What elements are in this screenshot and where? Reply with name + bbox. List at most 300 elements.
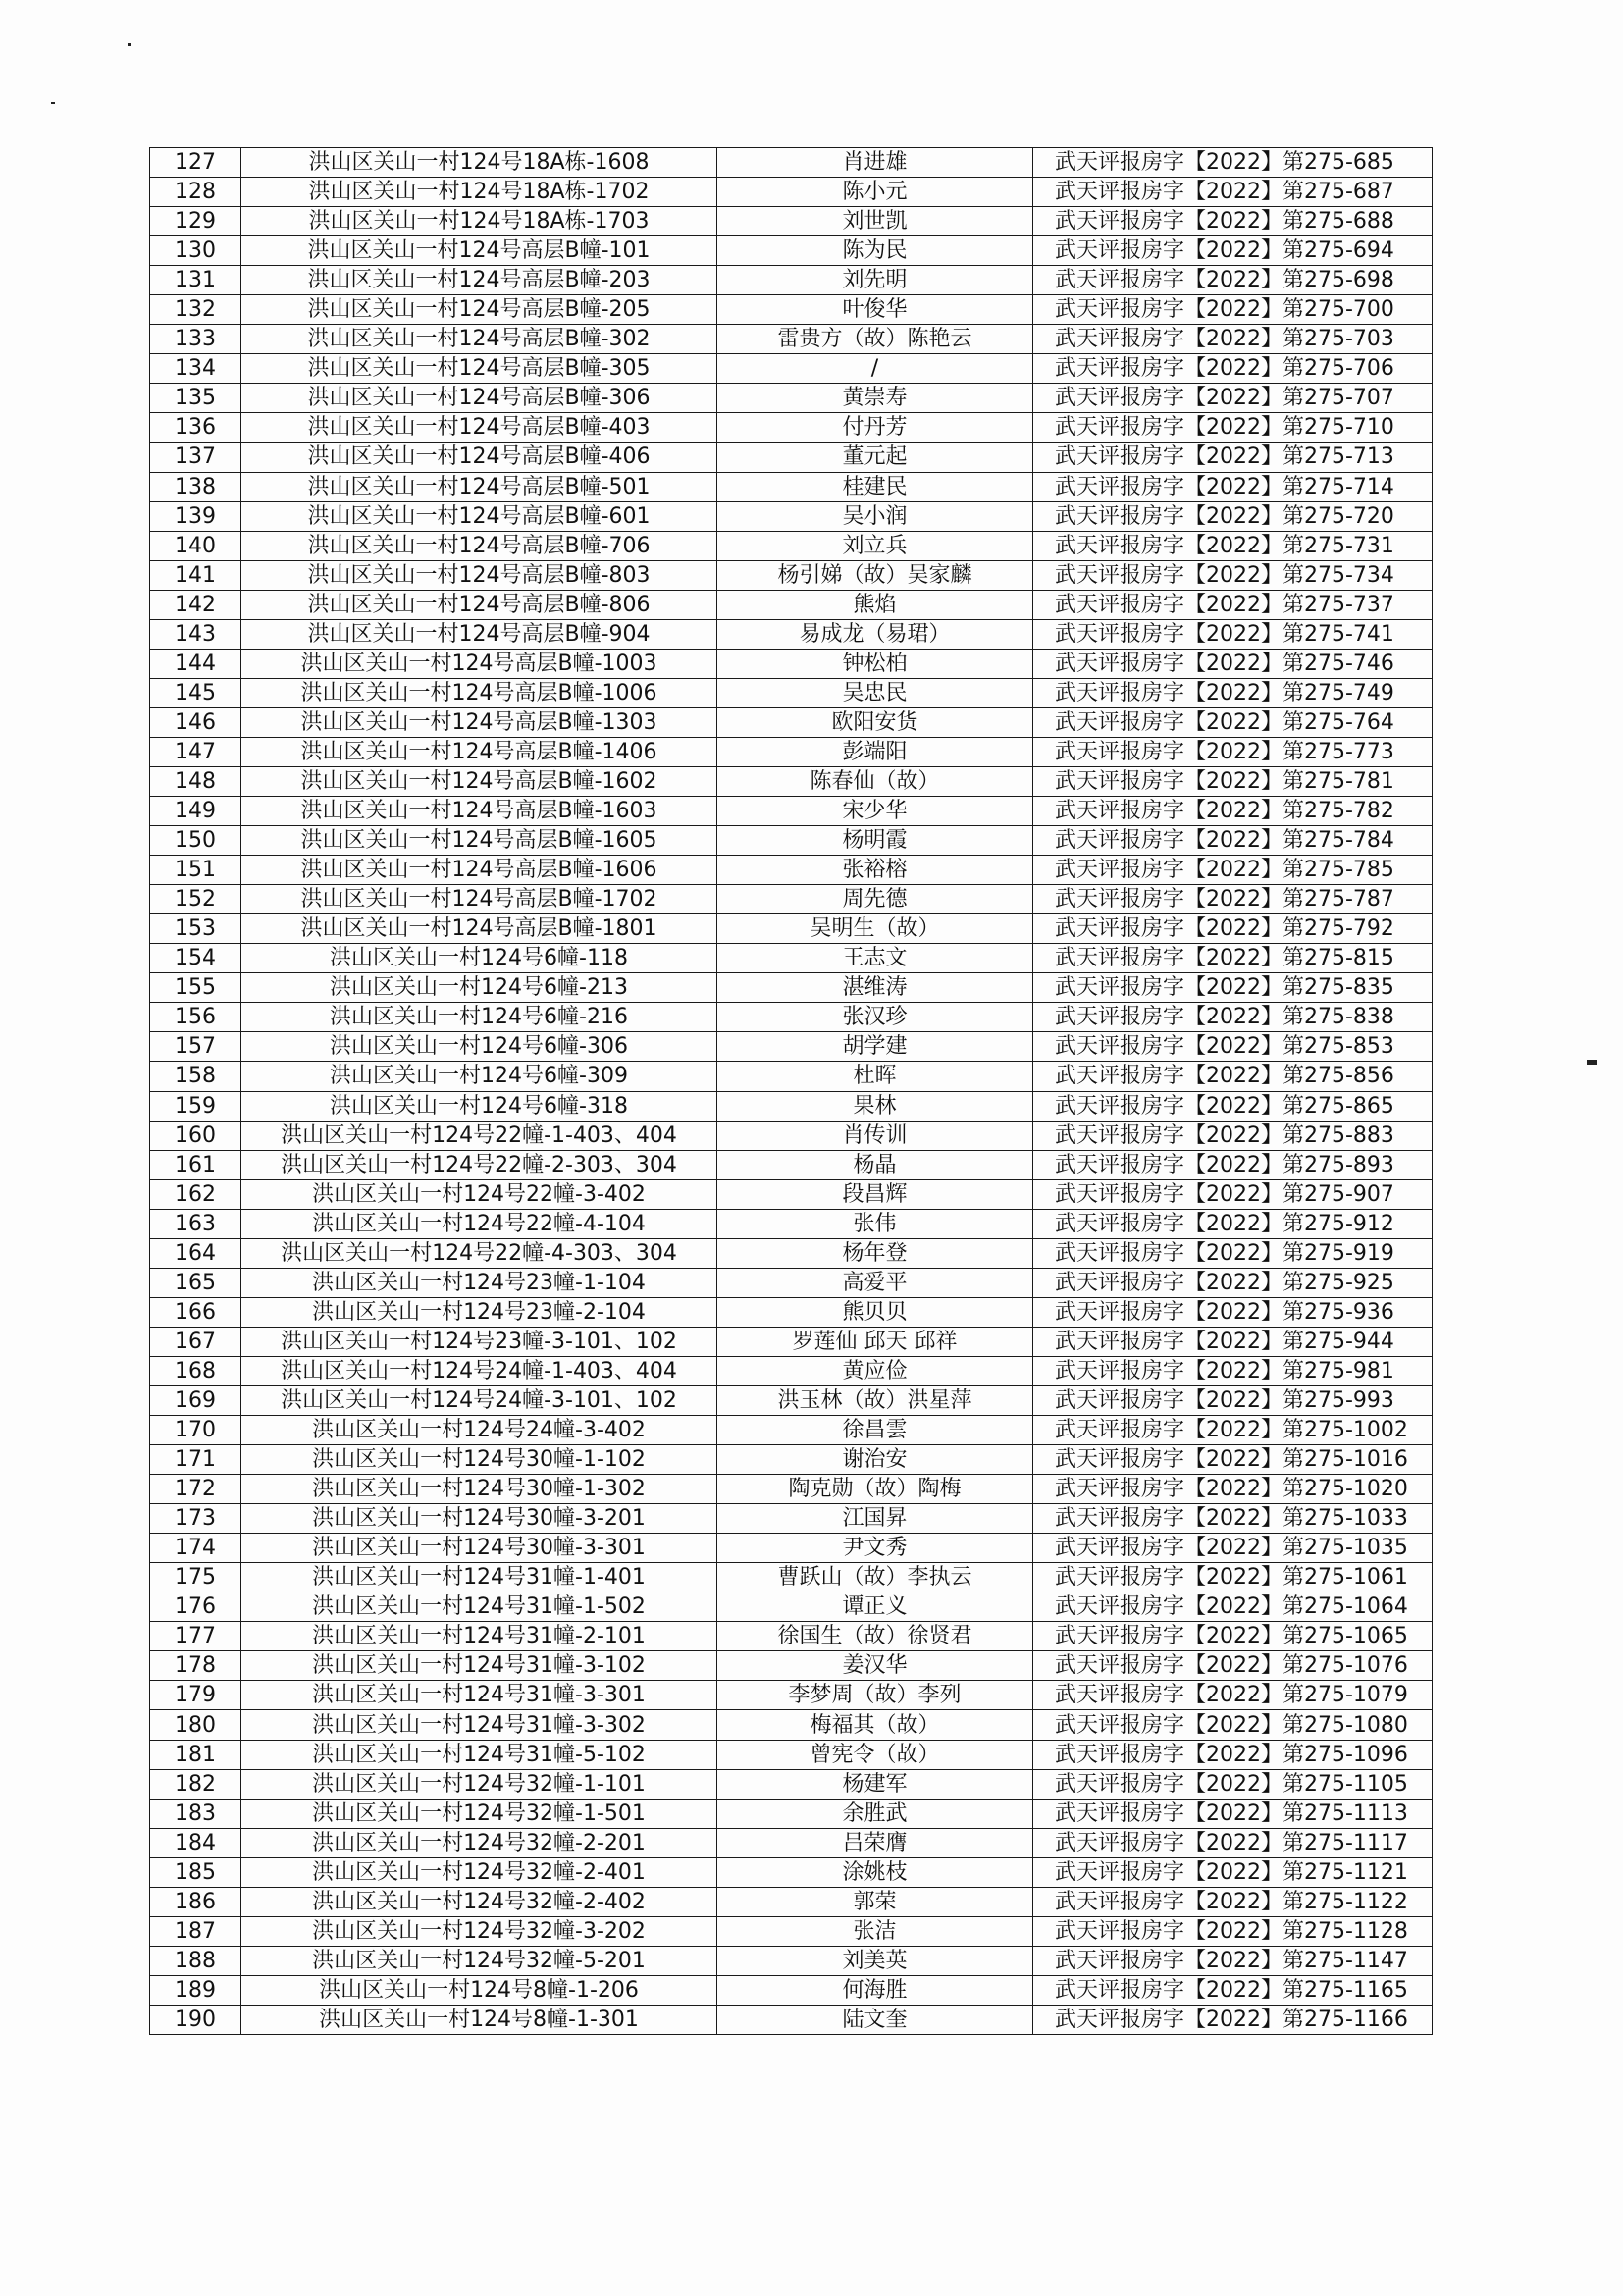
row-number-cell: 166 — [150, 1297, 241, 1327]
address-cell: 洪山区关山一村124号高层B幢-803 — [241, 560, 717, 590]
owner-name-cell: 陈春仙（故） — [717, 766, 1033, 796]
address-cell: 洪山区关山一村124号30幢-1-102 — [241, 1445, 717, 1475]
address-cell: 洪山区关山一村124号24幢-1-403、404 — [241, 1356, 717, 1385]
address-cell: 洪山区关山一村124号高层B幢-706 — [241, 531, 717, 560]
address-cell: 洪山区关山一村124号6幢-216 — [241, 1003, 717, 1032]
owner-name-cell: 宋少华 — [717, 797, 1033, 826]
table-row — [150, 1681, 1433, 1710]
report-number-cell: 武天评报房字【2022】第275-893 — [1033, 1150, 1433, 1179]
report-number-cell: 武天评报房字【2022】第275-734 — [1033, 560, 1433, 590]
row-number-cell: 162 — [150, 1179, 241, 1209]
table-row — [150, 1946, 1433, 1975]
report-number-cell: 武天评报房字【2022】第275-784 — [1033, 826, 1433, 856]
row-number-cell: 181 — [150, 1740, 241, 1769]
table-row — [150, 1297, 1433, 1327]
report-number-cell: 武天评报房字【2022】第275-1121 — [1033, 1857, 1433, 1887]
table-row — [150, 207, 1433, 236]
row-number-cell: 167 — [150, 1327, 241, 1356]
row-number-cell: 152 — [150, 885, 241, 914]
report-number-cell: 武天评报房字【2022】第275-785 — [1033, 856, 1433, 885]
report-number-cell: 武天评报房字【2022】第275-1165 — [1033, 1975, 1433, 2005]
row-number-cell: 189 — [150, 1975, 241, 2005]
report-number-cell: 武天评报房字【2022】第275-773 — [1033, 737, 1433, 766]
address-cell: 洪山区关山一村124号6幢-306 — [241, 1032, 717, 1062]
address-cell: 洪山区关山一村124号高层B幢-1303 — [241, 707, 717, 737]
row-number-cell: 144 — [150, 649, 241, 678]
address-cell: 洪山区关山一村124号22幢-2-303、304 — [241, 1150, 717, 1179]
row-number-cell: 165 — [150, 1268, 241, 1297]
report-number-cell: 武天评报房字【2022】第275-1105 — [1033, 1769, 1433, 1799]
address-cell: 洪山区关山一村124号6幢-318 — [241, 1091, 717, 1121]
report-number-cell: 武天评报房字【2022】第275-1002 — [1033, 1416, 1433, 1445]
table-row — [150, 1592, 1433, 1622]
report-number-cell: 武天评报房字【2022】第275-703 — [1033, 325, 1433, 354]
address-cell: 洪山区关山一村124号31幢-3-301 — [241, 1681, 717, 1710]
row-number-cell: 148 — [150, 766, 241, 796]
address-cell: 洪山区关山一村124号22幢-3-402 — [241, 1179, 717, 1209]
scan-speck — [51, 102, 55, 104]
row-number-cell: 141 — [150, 560, 241, 590]
owner-name-cell: 何海胜 — [717, 1975, 1033, 2005]
table-row — [150, 678, 1433, 707]
address-cell: 洪山区关山一村124号高层B幢-305 — [241, 354, 717, 384]
report-number-cell: 武天评报房字【2022】第275-1061 — [1033, 1563, 1433, 1592]
row-number-cell: 164 — [150, 1238, 241, 1268]
owner-name-cell: 江国昇 — [717, 1504, 1033, 1534]
owner-name-cell: 曹跃山（故）李执云 — [717, 1563, 1033, 1592]
owner-name-cell: 张伟 — [717, 1209, 1033, 1238]
address-cell: 洪山区关山一村124号高层B幢-1006 — [241, 678, 717, 707]
report-number-cell: 武天评报房字【2022】第275-698 — [1033, 266, 1433, 295]
table-row — [150, 1062, 1433, 1091]
address-cell: 洪山区关山一村124号32幢-2-201 — [241, 1828, 717, 1857]
table-row — [150, 266, 1433, 295]
table-row — [150, 325, 1433, 354]
address-cell: 洪山区关山一村124号23幢-3-101、102 — [241, 1327, 717, 1356]
row-number-cell: 143 — [150, 619, 241, 649]
scan-speck — [128, 43, 131, 46]
report-number-cell: 武天评报房字【2022】第275-746 — [1033, 649, 1433, 678]
address-cell: 洪山区关山一村124号24幢-3-402 — [241, 1416, 717, 1445]
row-number-cell: 132 — [150, 295, 241, 325]
report-number-cell: 武天评报房字【2022】第275-936 — [1033, 1297, 1433, 1327]
report-number-cell: 武天评报房字【2022】第275-1076 — [1033, 1651, 1433, 1681]
report-number-cell: 武天评报房字【2022】第275-710 — [1033, 413, 1433, 443]
owner-name-cell: 徐昌雲 — [717, 1416, 1033, 1445]
row-number-cell: 176 — [150, 1592, 241, 1622]
owner-name-cell: 陈为民 — [717, 236, 1033, 266]
address-cell: 洪山区关山一村124号高层B幢-302 — [241, 325, 717, 354]
table-row — [150, 797, 1433, 826]
address-cell: 洪山区关山一村124号高层B幢-306 — [241, 384, 717, 413]
table-row — [150, 1975, 1433, 2005]
row-number-cell: 129 — [150, 207, 241, 236]
table-row — [150, 501, 1433, 531]
row-number-cell: 180 — [150, 1710, 241, 1740]
address-cell: 洪山区关山一村124号高层B幢-205 — [241, 295, 717, 325]
table-row — [150, 236, 1433, 266]
owner-name-cell: 杨引娣（故）吴家麟 — [717, 560, 1033, 590]
scan-speck — [1587, 1060, 1597, 1065]
table-row — [150, 1622, 1433, 1651]
address-cell: 洪山区关山一村124号31幢-2-101 — [241, 1622, 717, 1651]
owner-name-cell: 吴忠民 — [717, 678, 1033, 707]
table-row — [150, 354, 1433, 384]
address-cell: 洪山区关山一村124号31幢-3-302 — [241, 1710, 717, 1740]
report-number-cell: 武天评报房字【2022】第275-694 — [1033, 236, 1433, 266]
table-row — [150, 1799, 1433, 1828]
address-cell: 洪山区关山一村124号18A栋-1702 — [241, 178, 717, 207]
table-row — [150, 1534, 1433, 1563]
address-cell: 洪山区关山一村124号高层B幢-1602 — [241, 766, 717, 796]
address-cell: 洪山区关山一村124号32幢-2-402 — [241, 1887, 717, 1916]
table-row — [150, 856, 1433, 885]
owner-name-cell: 王志文 — [717, 944, 1033, 973]
report-number-cell: 武天评报房字【2022】第275-700 — [1033, 295, 1433, 325]
report-number-cell: 武天评报房字【2022】第275-713 — [1033, 443, 1433, 472]
row-number-cell: 140 — [150, 531, 241, 560]
address-cell: 洪山区关山一村124号8幢-1-206 — [241, 1975, 717, 2005]
row-number-cell: 149 — [150, 797, 241, 826]
address-cell: 洪山区关山一村124号高层B幢-1801 — [241, 914, 717, 944]
owner-name-cell: 钟松柏 — [717, 649, 1033, 678]
report-number-cell: 武天评报房字【2022】第275-815 — [1033, 944, 1433, 973]
owner-name-cell: 杨明霞 — [717, 826, 1033, 856]
row-number-cell: 131 — [150, 266, 241, 295]
report-number-cell: 武天评报房字【2022】第275-781 — [1033, 766, 1433, 796]
row-number-cell: 142 — [150, 590, 241, 619]
address-cell: 洪山区关山一村124号31幢-3-102 — [241, 1651, 717, 1681]
report-number-cell: 武天评报房字【2022】第275-749 — [1033, 678, 1433, 707]
table-row — [150, 560, 1433, 590]
report-number-cell: 武天评报房字【2022】第275-1096 — [1033, 1740, 1433, 1769]
owner-name-cell: 刘美英 — [717, 1946, 1033, 1975]
table-row — [150, 1916, 1433, 1946]
report-number-cell: 武天评报房字【2022】第275-764 — [1033, 707, 1433, 737]
owner-name-cell: 刘世凯 — [717, 207, 1033, 236]
row-number-cell: 172 — [150, 1475, 241, 1504]
table-row — [150, 178, 1433, 207]
property-table — [149, 147, 1433, 2035]
row-number-cell: 187 — [150, 1916, 241, 1946]
address-cell: 洪山区关山一村124号高层B幢-1603 — [241, 797, 717, 826]
owner-name-cell: 杨晶 — [717, 1150, 1033, 1179]
row-number-cell: 170 — [150, 1416, 241, 1445]
owner-name-cell: 谢治安 — [717, 1445, 1033, 1475]
table-row — [150, 1385, 1433, 1415]
owner-name-cell: 易成龙（易珺） — [717, 619, 1033, 649]
row-number-cell: 171 — [150, 1445, 241, 1475]
table-row — [150, 1740, 1433, 1769]
address-cell: 洪山区关山一村124号高层B幢-101 — [241, 236, 717, 266]
table-row — [150, 1710, 1433, 1740]
row-number-cell: 186 — [150, 1887, 241, 1916]
owner-name-cell: 熊焰 — [717, 590, 1033, 619]
row-number-cell: 185 — [150, 1857, 241, 1887]
table-row — [150, 1091, 1433, 1121]
report-number-cell: 武天评报房字【2022】第275-1035 — [1033, 1534, 1433, 1563]
owner-name-cell: / — [717, 354, 1033, 384]
address-cell: 洪山区关山一村124号30幢-3-201 — [241, 1504, 717, 1534]
report-number-cell: 武天评报房字【2022】第275-737 — [1033, 590, 1433, 619]
address-cell: 洪山区关山一村124号高层B幢-806 — [241, 590, 717, 619]
row-number-cell: 130 — [150, 236, 241, 266]
address-cell: 洪山区关山一村124号高层B幢-904 — [241, 619, 717, 649]
address-cell: 洪山区关山一村124号8幢-1-301 — [241, 2005, 717, 2034]
table-row — [150, 944, 1433, 973]
table-row — [150, 766, 1433, 796]
address-cell: 洪山区关山一村124号32幢-1-101 — [241, 1769, 717, 1799]
owner-name-cell: 胡学建 — [717, 1032, 1033, 1062]
report-number-cell: 武天评报房字【2022】第275-835 — [1033, 973, 1433, 1003]
address-cell: 洪山区关山一村124号高层B幢-1003 — [241, 649, 717, 678]
report-number-cell: 武天评报房字【2022】第275-741 — [1033, 619, 1433, 649]
owner-name-cell: 吴明生（故） — [717, 914, 1033, 944]
owner-name-cell: 杨年登 — [717, 1238, 1033, 1268]
owner-name-cell: 梅福其（故） — [717, 1710, 1033, 1740]
row-number-cell: 154 — [150, 944, 241, 973]
address-cell: 洪山区关山一村124号23幢-1-104 — [241, 1268, 717, 1297]
table-row — [150, 472, 1433, 501]
report-number-cell: 武天评报房字【2022】第275-685 — [1033, 148, 1433, 178]
address-cell: 洪山区关山一村124号高层B幢-403 — [241, 413, 717, 443]
table-row — [150, 707, 1433, 737]
row-number-cell: 163 — [150, 1209, 241, 1238]
owner-name-cell: 彭端阳 — [717, 737, 1033, 766]
owner-name-cell: 罗莲仙 邱天 邱祥 — [717, 1327, 1033, 1356]
report-number-cell: 武天评报房字【2022】第275-944 — [1033, 1327, 1433, 1356]
owner-name-cell: 肖进雄 — [717, 148, 1033, 178]
address-cell: 洪山区关山一村124号高层B幢-406 — [241, 443, 717, 472]
table-row — [150, 1857, 1433, 1887]
table-row — [150, 1356, 1433, 1385]
owner-name-cell: 余胜武 — [717, 1799, 1033, 1828]
table-row — [150, 1238, 1433, 1268]
table-row — [150, 1121, 1433, 1150]
report-number-cell: 武天评报房字【2022】第275-856 — [1033, 1062, 1433, 1091]
row-number-cell: 155 — [150, 973, 241, 1003]
table-row — [150, 1003, 1433, 1032]
report-number-cell: 武天评报房字【2022】第275-792 — [1033, 914, 1433, 944]
table-row — [150, 531, 1433, 560]
row-number-cell: 175 — [150, 1563, 241, 1592]
owner-name-cell: 刘先明 — [717, 266, 1033, 295]
report-number-cell: 武天评报房字【2022】第275-865 — [1033, 1091, 1433, 1121]
report-number-cell: 武天评报房字【2022】第275-981 — [1033, 1356, 1433, 1385]
row-number-cell: 138 — [150, 472, 241, 501]
row-number-cell: 135 — [150, 384, 241, 413]
address-cell: 洪山区关山一村124号30幢-3-301 — [241, 1534, 717, 1563]
address-cell: 洪山区关山一村124号高层B幢-1605 — [241, 826, 717, 856]
table-row — [150, 1475, 1433, 1504]
row-number-cell: 168 — [150, 1356, 241, 1385]
owner-name-cell: 陶克勋（故）陶梅 — [717, 1475, 1033, 1504]
address-cell: 洪山区关山一村124号23幢-2-104 — [241, 1297, 717, 1327]
report-number-cell: 武天评报房字【2022】第275-688 — [1033, 207, 1433, 236]
report-number-cell: 武天评报房字【2022】第275-687 — [1033, 178, 1433, 207]
table-row — [150, 2005, 1433, 2034]
address-cell: 洪山区关山一村124号32幢-5-201 — [241, 1946, 717, 1975]
address-cell: 洪山区关山一村124号32幢-3-202 — [241, 1916, 717, 1946]
report-number-cell: 武天评报房字【2022】第275-853 — [1033, 1032, 1433, 1062]
row-number-cell: 146 — [150, 707, 241, 737]
owner-name-cell: 董元起 — [717, 443, 1033, 472]
report-number-cell: 武天评报房字【2022】第275-1147 — [1033, 1946, 1433, 1975]
table-row — [150, 443, 1433, 472]
address-cell: 洪山区关山一村124号30幢-1-302 — [241, 1475, 717, 1504]
row-number-cell: 188 — [150, 1946, 241, 1975]
row-number-cell: 156 — [150, 1003, 241, 1032]
owner-name-cell: 涂姚枝 — [717, 1857, 1033, 1887]
row-number-cell: 133 — [150, 325, 241, 354]
row-number-cell: 128 — [150, 178, 241, 207]
row-number-cell: 190 — [150, 2005, 241, 2034]
table-row — [150, 1563, 1433, 1592]
report-number-cell: 武天评报房字【2022】第275-993 — [1033, 1385, 1433, 1415]
owner-name-cell: 雷贵方（故）陈艳云 — [717, 325, 1033, 354]
report-number-cell: 武天评报房字【2022】第275-1117 — [1033, 1828, 1433, 1857]
row-number-cell: 134 — [150, 354, 241, 384]
row-number-cell: 178 — [150, 1651, 241, 1681]
owner-name-cell: 杨建军 — [717, 1769, 1033, 1799]
report-number-cell: 武天评报房字【2022】第275-1065 — [1033, 1622, 1433, 1651]
owner-name-cell: 熊贝贝 — [717, 1297, 1033, 1327]
address-cell: 洪山区关山一村124号18A栋-1703 — [241, 207, 717, 236]
owner-name-cell: 吴小润 — [717, 501, 1033, 531]
report-number-cell: 武天评报房字【2022】第275-1122 — [1033, 1887, 1433, 1916]
owner-name-cell: 周先德 — [717, 885, 1033, 914]
table-body — [150, 148, 1433, 2035]
owner-name-cell: 付丹芳 — [717, 413, 1033, 443]
table-row — [150, 1828, 1433, 1857]
table-row — [150, 1268, 1433, 1297]
table-row — [150, 826, 1433, 856]
row-number-cell: 145 — [150, 678, 241, 707]
table-row — [150, 1416, 1433, 1445]
table-row — [150, 295, 1433, 325]
row-number-cell: 161 — [150, 1150, 241, 1179]
table-row — [150, 590, 1433, 619]
table-row — [150, 885, 1433, 914]
address-cell: 洪山区关山一村124号高层B幢-601 — [241, 501, 717, 531]
row-number-cell: 147 — [150, 737, 241, 766]
row-number-cell: 151 — [150, 856, 241, 885]
report-number-cell: 武天评报房字【2022】第275-912 — [1033, 1209, 1433, 1238]
table-row — [150, 1179, 1433, 1209]
table-row — [150, 973, 1433, 1003]
row-number-cell: 153 — [150, 914, 241, 944]
address-cell: 洪山区关山一村124号22幢-1-403、404 — [241, 1121, 717, 1150]
row-number-cell: 174 — [150, 1534, 241, 1563]
address-cell: 洪山区关山一村124号22幢-4-104 — [241, 1209, 717, 1238]
table-row — [150, 649, 1433, 678]
address-cell: 洪山区关山一村124号32幢-1-501 — [241, 1799, 717, 1828]
owner-name-cell: 曾宪令（故） — [717, 1740, 1033, 1769]
report-number-cell: 武天评报房字【2022】第275-1033 — [1033, 1504, 1433, 1534]
owner-name-cell: 高爱平 — [717, 1268, 1033, 1297]
owner-name-cell: 黄应俭 — [717, 1356, 1033, 1385]
owner-name-cell: 洪玉林（故）洪星萍 — [717, 1385, 1033, 1415]
address-cell: 洪山区关山一村124号6幢-118 — [241, 944, 717, 973]
address-cell: 洪山区关山一村124号31幢-5-102 — [241, 1740, 717, 1769]
owner-name-cell: 张裕榕 — [717, 856, 1033, 885]
owner-name-cell: 黄崇寿 — [717, 384, 1033, 413]
table-row — [150, 148, 1433, 178]
address-cell: 洪山区关山一村124号高层B幢-501 — [241, 472, 717, 501]
address-cell: 洪山区关山一村124号31幢-1-401 — [241, 1563, 717, 1592]
owner-name-cell: 杜晖 — [717, 1062, 1033, 1091]
table-row — [150, 1209, 1433, 1238]
owner-name-cell: 桂建民 — [717, 472, 1033, 501]
row-number-cell: 158 — [150, 1062, 241, 1091]
table-row — [150, 413, 1433, 443]
row-number-cell: 139 — [150, 501, 241, 531]
table-row — [150, 1150, 1433, 1179]
table-row — [150, 384, 1433, 413]
row-number-cell: 159 — [150, 1091, 241, 1121]
address-cell: 洪山区关山一村124号22幢-4-303、304 — [241, 1238, 717, 1268]
owner-name-cell: 尹文秀 — [717, 1534, 1033, 1563]
address-cell: 洪山区关山一村124号32幢-2-401 — [241, 1857, 717, 1887]
report-number-cell: 武天评报房字【2022】第275-720 — [1033, 501, 1433, 531]
report-number-cell: 武天评报房字【2022】第275-714 — [1033, 472, 1433, 501]
table-row — [150, 1769, 1433, 1799]
address-cell: 洪山区关山一村124号高层B幢-1606 — [241, 856, 717, 885]
owner-name-cell: 段昌辉 — [717, 1179, 1033, 1209]
row-number-cell: 177 — [150, 1622, 241, 1651]
table-row — [150, 1032, 1433, 1062]
report-number-cell: 武天评报房字【2022】第275-1016 — [1033, 1445, 1433, 1475]
report-number-cell: 武天评报房字【2022】第275-883 — [1033, 1121, 1433, 1150]
report-number-cell: 武天评报房字【2022】第275-1128 — [1033, 1916, 1433, 1946]
owner-name-cell: 郭荣 — [717, 1887, 1033, 1916]
table-row — [150, 1504, 1433, 1534]
owner-name-cell: 张洁 — [717, 1916, 1033, 1946]
owner-name-cell: 姜汉华 — [717, 1651, 1033, 1681]
address-cell: 洪山区关山一村124号高层B幢-1702 — [241, 885, 717, 914]
owner-name-cell: 果林 — [717, 1091, 1033, 1121]
report-number-cell: 武天评报房字【2022】第275-1064 — [1033, 1592, 1433, 1622]
report-number-cell: 武天评报房字【2022】第275-787 — [1033, 885, 1433, 914]
row-number-cell: 179 — [150, 1681, 241, 1710]
owner-name-cell: 欧阳安货 — [717, 707, 1033, 737]
table-row — [150, 914, 1433, 944]
report-number-cell: 武天评报房字【2022】第275-907 — [1033, 1179, 1433, 1209]
report-number-cell: 武天评报房字【2022】第275-1079 — [1033, 1681, 1433, 1710]
table-row — [150, 1887, 1433, 1916]
report-number-cell: 武天评报房字【2022】第275-707 — [1033, 384, 1433, 413]
row-number-cell: 150 — [150, 826, 241, 856]
report-number-cell: 武天评报房字【2022】第275-706 — [1033, 354, 1433, 384]
report-number-cell: 武天评报房字【2022】第275-1020 — [1033, 1475, 1433, 1504]
owner-name-cell: 湛维涛 — [717, 973, 1033, 1003]
table-row — [150, 1327, 1433, 1356]
table-row — [150, 1445, 1433, 1475]
row-number-cell: 160 — [150, 1121, 241, 1150]
row-number-cell: 137 — [150, 443, 241, 472]
owner-name-cell: 谭正义 — [717, 1592, 1033, 1622]
owner-name-cell: 吕荣膺 — [717, 1828, 1033, 1857]
owner-name-cell: 徐国生（故）徐贤君 — [717, 1622, 1033, 1651]
address-cell: 洪山区关山一村124号6幢-213 — [241, 973, 717, 1003]
address-cell: 洪山区关山一村124号24幢-3-101、102 — [241, 1385, 717, 1415]
table-row — [150, 619, 1433, 649]
address-cell: 洪山区关山一村124号31幢-1-502 — [241, 1592, 717, 1622]
row-number-cell: 127 — [150, 148, 241, 178]
row-number-cell: 184 — [150, 1828, 241, 1857]
owner-name-cell: 叶俊华 — [717, 295, 1033, 325]
report-number-cell: 武天评报房字【2022】第275-838 — [1033, 1003, 1433, 1032]
